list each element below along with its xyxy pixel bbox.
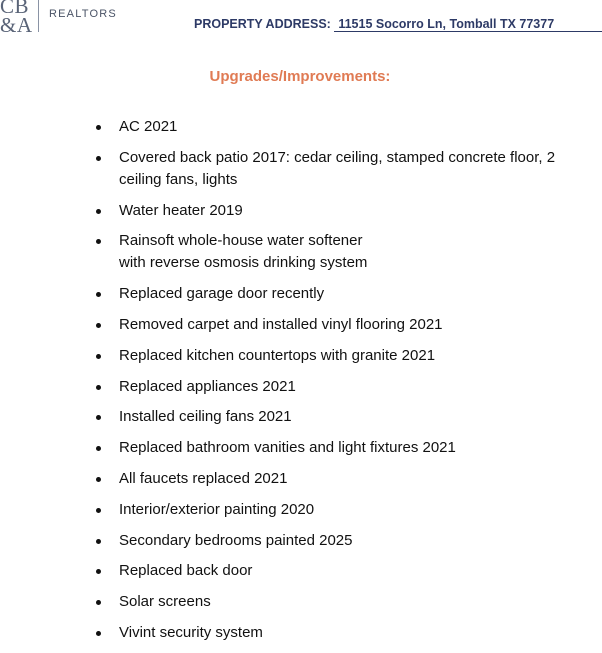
list-item-text: Solar screens — [119, 593, 211, 611]
list-item — [96, 230, 596, 274]
list-item-text: Replaced appliances 2021 — [119, 377, 296, 395]
list-item-text-continued: with reverse osmosis drinking system — [119, 254, 368, 272]
list-item — [96, 314, 596, 336]
list-item — [96, 622, 596, 644]
logo-line-1: CB — [0, 0, 30, 18]
address-value: 11515 Socorro Ln, Tomball TX 77377 — [334, 17, 602, 32]
list-item-text: Replaced bathroom vanities and light fixtures 2021 — [119, 439, 456, 457]
bullet-icon — [96, 631, 101, 636]
bullet-icon — [96, 446, 101, 451]
bullet-icon — [96, 354, 101, 359]
bullet-icon — [96, 125, 101, 130]
bullet-icon — [96, 156, 101, 161]
list-item-text: Installed ceiling fans 2021 — [119, 408, 292, 426]
section-title: Upgrades/Improvements: — [209, 68, 391, 85]
list-item — [96, 437, 596, 459]
list-item — [96, 376, 596, 398]
list-item-text: All faucets replaced 2021 — [119, 469, 288, 487]
logo-line-2: &A — [0, 13, 33, 37]
list-item-text: Covered back patio 2017: cedar ceiling, stamped concrete floor, 2 ceiling fans, lights — [119, 148, 556, 188]
bullet-icon — [96, 209, 101, 214]
bullet-icon — [96, 508, 101, 513]
list-item — [96, 468, 596, 490]
list-item-text: AC 2021 — [119, 118, 178, 135]
bullet-icon — [96, 600, 101, 605]
address-label: PROPERTY ADDRESS: — [194, 17, 331, 31]
list-item — [96, 499, 596, 521]
list-item-text: Removed carpet and installed vinyl flooring 2021 — [119, 315, 443, 333]
list-item — [96, 116, 596, 138]
list-item-text: Secondary bedrooms painted 2025 — [119, 531, 353, 549]
list-item-text: Interior/exterior painting 2020 — [119, 500, 315, 518]
bullet-icon — [96, 323, 101, 328]
list-item — [96, 406, 596, 428]
bullet-icon — [96, 477, 101, 482]
logo-brand-text: REALTORS — [49, 8, 117, 20]
list-item — [96, 200, 596, 222]
list-item — [96, 283, 596, 305]
bullet-icon — [96, 292, 101, 297]
list-item — [96, 345, 596, 367]
bullet-icon — [96, 385, 101, 390]
logo-divider — [38, 0, 39, 32]
list-item — [96, 560, 596, 582]
bullet-icon — [96, 415, 101, 420]
list-item — [96, 147, 596, 191]
bullet-icon — [96, 239, 101, 244]
list-item — [96, 591, 596, 613]
list-item-text: Replaced back door — [119, 562, 253, 580]
company-logo — [0, 0, 117, 40]
upgrades-list — [96, 116, 596, 653]
list-item-text: Rainsoft whole-house water softener — [119, 232, 363, 250]
list-item-text: Replaced kitchen countertops with granite 2021 — [119, 346, 436, 364]
list-item-text: Vivint security system — [119, 623, 263, 641]
list-item-text: Water heater 2019 — [119, 201, 243, 219]
property-address — [194, 17, 602, 32]
list-item-text: Replaced garage door recently — [119, 285, 325, 303]
bullet-icon — [96, 569, 101, 574]
list-item — [96, 530, 596, 552]
bullet-icon — [96, 539, 101, 544]
